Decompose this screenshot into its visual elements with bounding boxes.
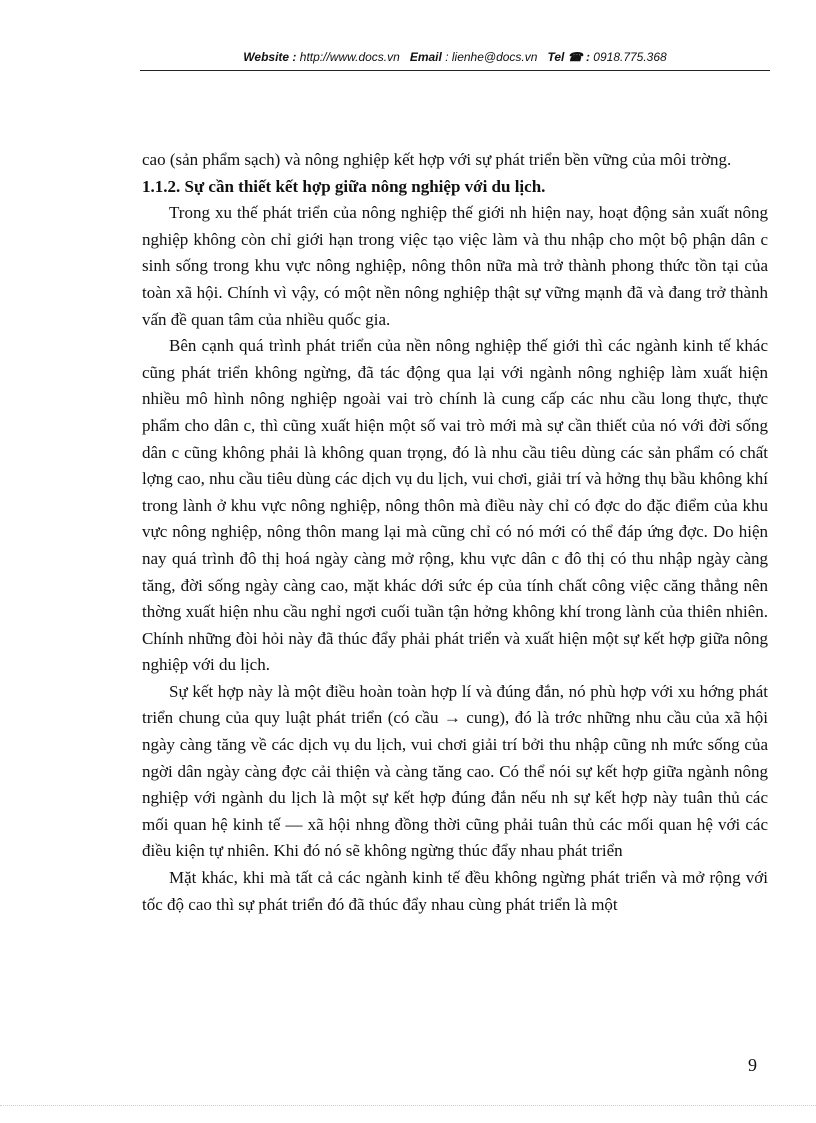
paragraph-1: Trong xu thế phát triển của nông nghiệp thế giới nh hiện nay, hoạt động sản xuất nông nghiệp không còn chỉ giới hạn trong việc tạo việc làm và thu nhập cho một bộ phận dân c sinh sống trong khu vực nông nghiệp, nông thôn nữa mà trở thành phong thức tồn tại của toàn xã hội. Chính vì vậy, có một nền nông nghiệp thật sự vững mạnh đã và đang trở thành vấn đề quan tâm của nhiều quốc gia. — [142, 203, 768, 329]
page-number: 9 — [748, 1055, 757, 1075]
paragraph-2: Bên cạnh quá trình phát triển của nền nông nghiệp thế giới thì các ngành kinh tế khác cũng phát triển không ngừng, đã tác động qua lại với ngành nông nghiệp làm xuất hiện nhiều mô hình nông nghiệp ngoài vai trò chính là cung cấp các nhu cầu long thực, thực phẩm cho dân c, thì cũng xuất hiện một số vai trò mới mà sự cần thiết của nó với đời sống dân c cũng không phải là không quan trọng, đó là nhu cầu tiêu dùng các sản phẩm có chất lợng cao, nhu cầu tiêu dùng các dịch vụ du lịch, vui chơi, giải trí và hởng thụ bầu không khí trong lành ở khu vực nông nghiệp, nông thôn mà điều này chỉ có đợc do đặc điểm của khu vực nông nghiệp, nông thôn mang lại mà cũng chỉ có nó mới có thể đáp ứng đợc. Do hiện nay quá trình đô thị hoá ngày càng mở rộng, khu vực dân c đô thị có thu nhập ngày càng tăng, đời sống ngày càng cao, mặt khác dới sức ép của tính chất công việc căng thẳng nên thờng xuất hiện nhu cầu nghỉ ngơi cuối tuần tận hởng không khí trong lành của thiên nhiên. Chính những đòi hỏi này đã thúc đẩy phải phát triển và xuất hiện một sự kết hợp giữa nông nghiệp với du lịch. — [142, 336, 768, 675]
header-divider — [140, 70, 770, 71]
email-value: : lienhe@docs.vn — [445, 50, 538, 64]
website-label: Website : — [243, 50, 297, 64]
paragraph-3: Sự kết hợp này là một điều hoàn toàn hợp lí và đúng đắn, nó phù hợp với xu hớng phát triển chung của quy luật phát triển (có cầu → cung), đó là trớc những nhu cầu của xã hội ngày càng tăng về các dịch vụ du lịch, vui chơi giải trí bởi thu nhập cũng nh mức sống của ngời dân ngày càng đợc cải thiện và càng tăng cao. Có thể nói sự kết hợp giữa ngành nông nghiệp với ngành du lịch là một sự kết hợp đúng đắn nếu nh sự kết hợp này tuân thủ các mối quan hệ kinh tế — xã hội nhng đồng thời cũng phải tuân thủ các mối quan hệ với các điều kiện tự nhiên. Khi đó nó sẽ không ngừng thúc đẩy nhau phát triển — [142, 681, 768, 861]
page-header — [140, 50, 770, 64]
email-label: Email — [409, 50, 442, 64]
tel-value: 0918.775.368 — [593, 50, 667, 64]
page-body — [142, 147, 768, 918]
section-heading: 1.1.2. Sự cần thiết kết hợp giữa nông nghiệp với du lịch. — [142, 176, 546, 196]
website-url: http://www.docs.vn — [299, 50, 400, 64]
tel-label: Tel ☎ : — [547, 50, 590, 64]
paragraph-4: Mặt khác, khi mà tất cả các ngành kinh tế đều không ngừng phát triển và mở rộng với tốc độ cao thì sự phát triển đó đã thúc đẩy nhau cùng phát triển là một — [142, 868, 768, 914]
paragraph-continuation: cao (sản phẩm sạch) và nông nghiệp kết hợp với sự phát triển bền vững của môi trờng. — [142, 150, 732, 169]
footer-divider — [0, 1105, 816, 1106]
